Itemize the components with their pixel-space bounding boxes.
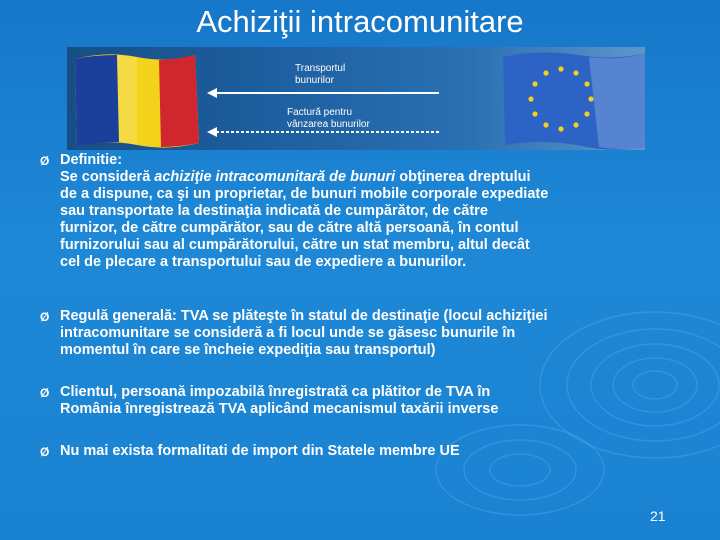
invoice-label	[287, 107, 370, 131]
invoice-label-line2: vânzarea bunurilor	[287, 119, 370, 130]
bullet-no-import-formalities	[40, 443, 460, 460]
transport-label	[295, 63, 345, 87]
definition-line: furnizor, de către cumpărător, sau de către altă persoană, în contul	[60, 220, 519, 236]
bullet-general-rule	[40, 308, 548, 359]
trade-illustration-banner	[67, 47, 645, 150]
definition-lead-line	[60, 169, 548, 186]
slide-number: 21	[650, 508, 666, 524]
arrowhead-bullet-icon: Ø	[40, 154, 50, 168]
bullet-definition	[40, 152, 548, 271]
flow-arrows	[67, 47, 645, 150]
definition-rest: obţinerea dreptului	[395, 169, 531, 185]
definition-line: furnizorului sau al cumpărătorului, către un stat membru, altul decât	[60, 237, 530, 253]
reverse-charge-line: România înregistrează TVA aplicând mecanismul taxării inverse	[60, 401, 499, 417]
definition-line: sau transportate la destinaţia indicată de cumpărător, de către	[60, 203, 488, 219]
arrowhead-bullet-icon: Ø	[40, 445, 50, 459]
definition-line: cel de plecare a transportului sau de expediere a bunurilor.	[60, 254, 467, 270]
arrowhead-bullet-icon: Ø	[40, 386, 50, 400]
definition-lead: Se consideră	[60, 169, 155, 185]
definition-line: de a dispune, ca şi un proprietar, de bunuri mobile corporale expediate	[60, 186, 549, 202]
general-rule-line: intracomunitare se consideră a fi locul unde se găsesc bunurile în	[60, 325, 516, 341]
definition-term: achiziţie intracomunitară de bunuri	[154, 169, 396, 185]
transport-label-line2: bunurilor	[295, 75, 334, 86]
definition-heading: Definitie:	[60, 152, 123, 168]
general-rule-line: Regulă generală: TVA se plăteşte în statul de destinaţie (locul achiziţiei	[60, 308, 548, 324]
transport-label-line1: Transportul	[295, 63, 346, 74]
reverse-charge-line: Clientul, persoană impozabilă înregistrată ca plătitor de TVA în	[60, 384, 491, 400]
no-import-line: Nu mai exista formalitati de import din Statele membre UE	[60, 443, 460, 459]
general-rule-line: momentul în care se încheie expediţia sau transportul)	[60, 342, 436, 358]
arrowhead-bullet-icon: Ø	[40, 310, 50, 324]
invoice-label-line1: Factură pentru	[287, 107, 353, 118]
bullet-reverse-charge	[40, 384, 498, 418]
slide-title: Achiziţii intracomunitare	[196, 4, 524, 39]
